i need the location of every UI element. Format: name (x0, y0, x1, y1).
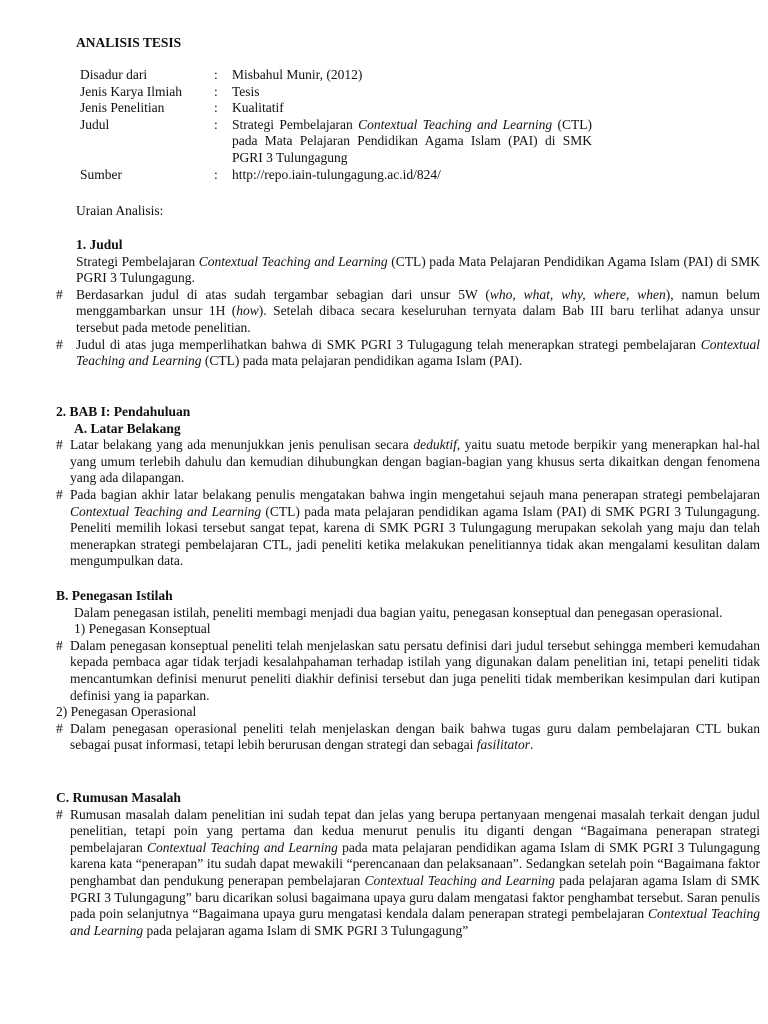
metadata-row (80, 84, 592, 101)
metadata-key: Judul (80, 116, 110, 132)
metadata-value: Misbahul Munir, (2012) (232, 67, 363, 82)
metadata-colon: : (214, 100, 218, 116)
section-penegasan-istilah (56, 588, 760, 754)
metadata-key: Disadur dari (80, 67, 148, 82)
bullet-marker: # (56, 720, 63, 736)
bullet-marker: # (56, 806, 63, 822)
metadata-key: Sumber (80, 166, 122, 182)
bullet-item: # Judul di atas juga memperlihatkan bahwa di SMK PGRI 3 Tulugagung telah menerapkan strategi pembelajaran Contextual Teaching and Learning (CTL) pada mata pelajaran pendidikan agama Islam (PAI). (56, 336, 760, 369)
metadata-source-link: http://repo.iain-tulungagung.ac.id/824/ (232, 166, 441, 182)
bullet-item: # Pada bagian akhir latar belakang penulis mengatakan bahwa ingin mengetahui sejauh mana penerapan strategi pembelajaran Contextual Teaching and Learning (CTL) pada mata pelajaran pendidikan agama Islam (PAI) di SMK PGRI 3 Tulungagung. Peneliti memilih lokasi tersebut sangat tepat, karena di SMK PGRI 3 Tulungagung merupakan sekolah yang maju dan telah menerapkan strategi pembelajaran CTL, jadi peneliti ketika melakukan penelitiannya tidak akan mengalami kesulitan dalam mengumpulkan data. (56, 486, 761, 569)
bullet-marker: # (56, 437, 63, 453)
paragraph: Dalam penegasan istilah, peneliti membagi menjadi dua bagian yaitu, penegasan konseptual dan penegasan operasional. (74, 604, 723, 620)
subsection-heading: 2) Penegasan Operasional (56, 704, 197, 720)
bullet-item: # Rumusan masalah dalam penelitian ini sudah tepat dan jelas yang berupa pertanyaan mengenai masalah terkait dengan judul penelitian, tetapi poin yang pertama dan kedua menurut penulis itu diganti dengan “Bagaimana penerapan strategi pembelajaran Contextual Teaching and Learning pada mata pelajaran pendidikan agama Islam di SMK PGRI 3 Tulungagung karena kata “penerapan” itu sudah dapat mewakili “perencanaan dan pelaksanaan”. Sedangkan setelah poin “Bagaimana faktor penghambat dan pendukung penerapan pembelajaran Contextual Teaching and Learning pada pelajaran agama Islam di SMK PGRI 3 Tulungagung” baru dicarikan solusi bagaimana upaya guru dalam mengatasi faktor penghambat tersebut. Saran penulis pada poin selanjutnya “Bagaimana upaya guru mengatasi kendala dalam penerapan strategi pembelajaran Contextual Teaching and Learning pada pelajaran agama Islam di SMK PGRI 3 Tulungagung” (56, 806, 761, 938)
paragraph: Strategi Pembelajaran Contextual Teaching and Learning (CTL) pada Mata Pelajaran Pendidikan Agama Islam (PAI) di SMK PGRI 3 Tulungagung. (76, 253, 760, 286)
metadata-row (80, 100, 592, 117)
subsection-heading: 1) Penegasan Konseptual (74, 621, 211, 637)
subsection-heading: A. Latar Belakang (74, 420, 181, 436)
metadata-key: Jenis Penelitian (80, 100, 165, 116)
bullet-marker: # (56, 637, 63, 653)
section-rumusan-masalah (56, 790, 760, 939)
thesis-metadata-table (80, 67, 592, 183)
section-heading: B. Penegasan Istilah (56, 588, 173, 603)
uraian-label: Uraian Analisis: (76, 203, 164, 218)
metadata-row (80, 167, 592, 184)
metadata-colon: : (214, 116, 218, 132)
metadata-key: Jenis Karya Ilmiah (80, 83, 182, 99)
bullet-marker: # (56, 336, 63, 352)
bullet-item: # Dalam penegasan operasional peneliti telah menjelaskan dengan baik bahwa tugas guru dalam pembelajaran CTL bukan sebagai pusat informasi, tetapi lebih berurusan dengan strategi dan sebagai fasilitator. (56, 720, 760, 753)
metadata-colon: : (214, 166, 218, 182)
metadata-colon: : (214, 83, 218, 99)
section-heading: 2. BAB I: Pendahuluan (56, 404, 191, 419)
document-title: ANALISIS TESIS (76, 35, 182, 50)
bullet-item: # Berdasarkan judul di atas sudah tergambar sebagian dari unsur 5W (who, what, why, where, when), namun belum menggambarkan unsur 1H (how). Setelah dibaca secara keseluruhan ternyata dalam Bab III baru terlihat adanya unsur tersebut pada metode penelitian. (56, 286, 760, 335)
metadata-row (80, 67, 592, 84)
metadata-value-judul: Strategi Pembelajaran Contextual Teaching and Learning (CTL) pada Mata Pelajaran Pendidikan Agama Islam (PAI) di SMK PGRI 3 Tulungagung (232, 116, 592, 165)
bullet-marker: # (56, 486, 63, 502)
section-heading: C. Rumusan Masalah (56, 790, 181, 805)
metadata-row (80, 117, 592, 167)
bullet-marker: # (56, 286, 63, 302)
metadata-value: Kualitatif (232, 100, 284, 116)
bullet-item: # Dalam penegasan konseptual peneliti telah menjelaskan satu persatu definisi dari judul tersebut sehingga memberi kemudahan kepada pembaca agar tidak terjadi kesalahpahaman terhadap istilah yang digunakan dalam penelitian ini, tetapi peneliti tidak mencantumkan definisi menurut peneliti diakhir definisi tersebut dan juga peneliti tidak memberikan kesimpulan dari kutipan definisi yang ia paparkan. (56, 637, 760, 703)
section-heading: 1. Judul (76, 237, 123, 252)
bullet-item: # Latar belakang yang ada menunjukkan jenis penulisan secara deduktif, yaitu suatu metode berpikir yang menerapkan hal-hal yang umum terlebih dahulu dan kemudian dihubungkan dengan bagian-bagian yang khusus serta dikaitkan dengan fenomena yang ada dilapangan. (56, 437, 760, 486)
metadata-value: Tesis (232, 83, 260, 99)
metadata-colon: : (214, 67, 218, 82)
section-judul (56, 237, 760, 370)
section-bab-1 (56, 404, 760, 570)
